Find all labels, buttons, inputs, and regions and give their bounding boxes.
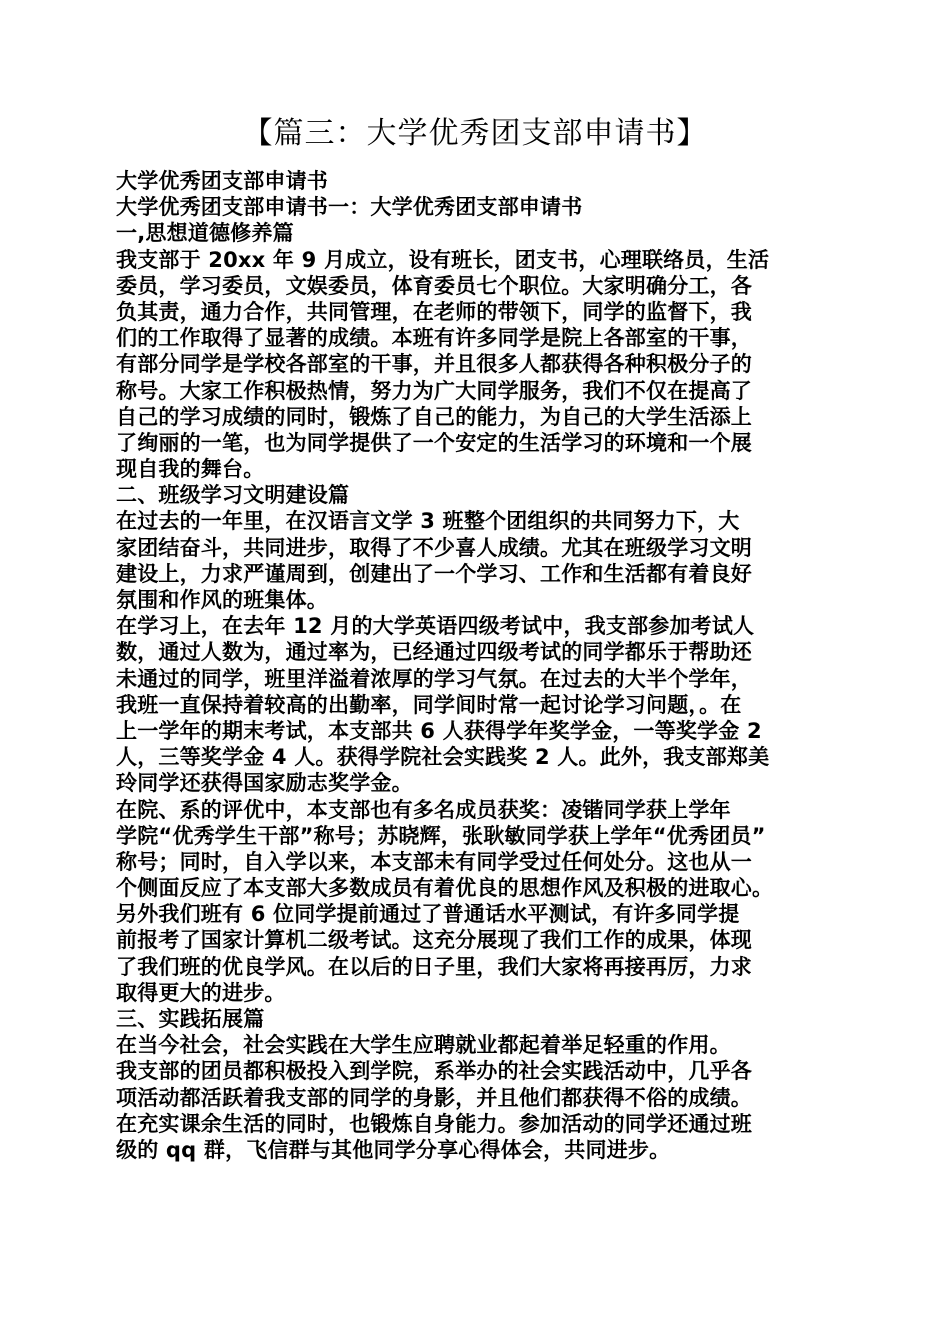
text-line: 了绚丽的一笔，也为同学提供了一个安定的生活学习的环境和一个展 bbox=[116, 430, 752, 455]
text-line: 取得更大的进步。 bbox=[116, 980, 286, 1005]
text-line: 大学优秀团支部申请书 bbox=[116, 169, 328, 193]
text-line: 我支部的团员都积极投入到学院，系举办的社会实践活动中，几乎各 bbox=[116, 1059, 752, 1084]
text-line: 级的 qq 群，飞信群与其他同学分享心得体会，共同进步。 bbox=[116, 1137, 671, 1162]
text-line: 大学优秀团支部申请书一：大学优秀团支部申请书 bbox=[116, 195, 583, 220]
text-line: 称号；同时，自入学以来，本支部未有同学受过任何处分。这也从一 bbox=[116, 849, 752, 874]
document-title: 【篇三：大学优秀团支部申请书】 bbox=[242, 116, 708, 151]
text-line: 在充实课余生活的同时，也锻炼自身能力。参加活动的同学还通过班 bbox=[116, 1111, 752, 1136]
text-line: 人，三等奖学金 4 人。获得学院社会实践奖 2 人。此外，我支部郑美 bbox=[116, 745, 770, 770]
text-line: 一,思想道德修养篇 bbox=[116, 221, 294, 246]
text-line: 负其责，通力合作，共同管理，在老师的带领下，同学的监督下，我 bbox=[116, 299, 752, 324]
text-line: 前报考了国家计算机二级考试。这充分展现了我们工作的成果，体现 bbox=[116, 928, 752, 953]
text-line: 三、实践拓展篇 bbox=[116, 1007, 265, 1031]
text-line: 上一学年的期末考试，本支部共 6 人获得学年奖学金，一等奖学金 2 bbox=[116, 718, 762, 743]
text-line: 我班一直保持着较高的出勤率，同学间时常一起讨论学习问题，。在 bbox=[116, 692, 742, 717]
text-line: 在学习上，在去年 12 月的大学英语四级考试中，我支部参加考试人 bbox=[116, 614, 755, 639]
text-line: 个侧面反应了本支部大多数成员有着优良的思想作风及积极的进取心。 bbox=[116, 876, 774, 901]
text-line: 现自我的舞台。 bbox=[116, 457, 265, 482]
text-line: 数，通过人数为，通过率为，已经通过四级考试的同学都乐于帮助还 bbox=[116, 640, 752, 665]
text-line: 建设上，力求严谨周到，创建出了一个学习、工作和生活都有着良好 bbox=[116, 561, 752, 586]
text-line: 学院“优秀学生干部”称号；苏晓辉，张耿敏同学获上学年“优秀团员” bbox=[116, 823, 766, 848]
text-line: 了我们班的优良学风。在以后的日子里，我们大家将再接再厉，力求 bbox=[116, 954, 752, 979]
document-body bbox=[116, 168, 838, 1163]
text-line: 有部分同学是学校各部室的干事，并且很多人都获得各种积极分子的 bbox=[116, 352, 752, 377]
text-line: 们的工作取得了显著的成绩。本班有许多同学是院上各部室的干事， bbox=[116, 326, 752, 351]
text-line: 在当今社会，社会实践在大学生应聘就业都起着举足轻重的作用。 bbox=[116, 1033, 731, 1058]
text-line: 玲同学还获得国家励志奖学金。 bbox=[116, 771, 413, 796]
text-line: 家团结奋斗，共同进步，取得了不少喜人成绩。尤其在班级学习文明 bbox=[116, 535, 752, 560]
text-line: 氛围和作风的班集体。 bbox=[116, 588, 328, 612]
text-line: 项活动都活跃着我支部的同学的身影，并且他们都获得不俗的成绩。 bbox=[116, 1085, 752, 1110]
text-line: 在院、系的评优中，本支部也有多名成员获奖：凌锴同学获上学年 bbox=[116, 797, 731, 822]
text-line: 另外我们班有 6 位同学提前通过了普通话水平测试，有许多同学提 bbox=[116, 902, 740, 927]
text-line: 未通过的同学，班里洋溢着浓厚的学习气氛。在过去的大半个学年， bbox=[116, 666, 752, 691]
text-line: 称号。大家工作积极热情，努力为广大同学服务，我们不仅在提高了 bbox=[116, 378, 752, 403]
text-line: 我支部于 20xx 年 9 月成立，设有班长，团支书，心理联络员，生活 bbox=[116, 247, 770, 272]
text-line: 委员，学习委员，文娱委员，体育委员七个职位。大家明确分工，各 bbox=[116, 273, 752, 298]
text-line: 二、班级学习文明建设篇 bbox=[116, 483, 350, 508]
text-line: 在过去的一年里，在汉语言文学 3 班整个团组织的共同努力下，大 bbox=[116, 509, 740, 534]
text-line: 自己的学习成绩的同时，锻炼了自己的能力，为自己的大学生活添上 bbox=[116, 404, 752, 429]
